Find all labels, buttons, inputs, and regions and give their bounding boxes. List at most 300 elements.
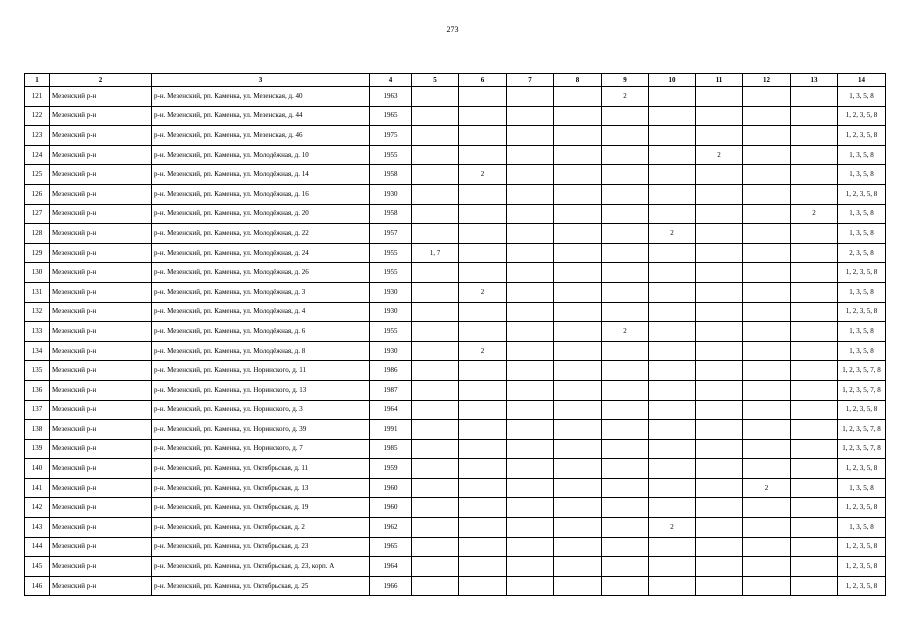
table-cell-col-10 xyxy=(649,400,696,420)
table-cell-col-13 xyxy=(791,361,838,381)
table-cell-col-8 xyxy=(554,576,602,596)
table-cell-col-12 xyxy=(743,400,791,420)
table-cell-col-3: р-н. Мезенский, рп. Каменка, ул. Мезенская, д. 46 xyxy=(152,126,370,146)
table-cell-col-11 xyxy=(696,576,743,596)
table-cell-col-1: 127 xyxy=(25,204,50,224)
table-cell-col-4: 1985 xyxy=(370,439,412,459)
table-cell-col-6 xyxy=(459,106,507,126)
table-cell-col-5 xyxy=(412,498,459,518)
table-cell-col-7 xyxy=(507,184,554,204)
table-cell-col-10 xyxy=(649,380,696,400)
table-cell-col-7 xyxy=(507,498,554,518)
table-cell-col-6 xyxy=(459,498,507,518)
table-cell-col-4: 1959 xyxy=(370,459,412,479)
table-cell-col-6 xyxy=(459,537,507,557)
column-header-8: 8 xyxy=(554,74,602,87)
table-cell-col-13 xyxy=(791,341,838,361)
table-cell-col-8 xyxy=(554,243,602,263)
table-cell-col-5 xyxy=(412,400,459,420)
table-cell-col-13: 2 xyxy=(791,204,838,224)
table-cell-col-1: 136 xyxy=(25,380,50,400)
table-cell-col-14: 1, 2, 3, 5, 8 xyxy=(838,576,886,596)
table-cell-col-2: Мезенский р-н xyxy=(50,576,152,596)
table-cell-col-9: 2 xyxy=(602,87,649,107)
table-cell-col-3: р-н. Мезенский, рп. Каменка, ул. Норинского, д. 13 xyxy=(152,380,370,400)
table-cell-col-9 xyxy=(602,302,649,322)
table-cell-col-11 xyxy=(696,420,743,440)
table-cell-col-14: 2, 3, 5, 8 xyxy=(838,243,886,263)
table-cell-col-9 xyxy=(602,439,649,459)
table-cell-col-1: 145 xyxy=(25,557,50,577)
table-cell-col-11 xyxy=(696,184,743,204)
table-cell-col-14: 1, 3, 5, 8 xyxy=(838,165,886,185)
table-cell-col-2: Мезенский р-н xyxy=(50,204,152,224)
table-cell-col-9 xyxy=(602,126,649,146)
table-row xyxy=(25,87,886,107)
table-row xyxy=(25,184,886,204)
table-cell-col-11 xyxy=(696,459,743,479)
table-cell-col-12 xyxy=(743,302,791,322)
table-cell-col-8 xyxy=(554,184,602,204)
table-cell-col-8 xyxy=(554,106,602,126)
table-cell-col-10 xyxy=(649,439,696,459)
table-cell-col-7 xyxy=(507,87,554,107)
table-cell-col-4: 1955 xyxy=(370,322,412,342)
table-cell-col-3: р-н. Мезенский, рп. Каменка, ул. Мезенская, д. 44 xyxy=(152,106,370,126)
table-cell-col-10 xyxy=(649,478,696,498)
table-cell-col-8 xyxy=(554,341,602,361)
table-cell-col-1: 133 xyxy=(25,322,50,342)
table-cell-col-12 xyxy=(743,145,791,165)
table-cell-col-6: 2 xyxy=(459,282,507,302)
table-cell-col-6 xyxy=(459,439,507,459)
table-cell-col-7 xyxy=(507,361,554,381)
table-cell-col-2: Мезенский р-н xyxy=(50,302,152,322)
table-cell-col-9 xyxy=(602,204,649,224)
table-cell-col-7 xyxy=(507,400,554,420)
table-cell-col-8 xyxy=(554,439,602,459)
table-cell-col-7 xyxy=(507,145,554,165)
table-cell-col-6 xyxy=(459,224,507,244)
table-cell-col-2: Мезенский р-н xyxy=(50,518,152,538)
table-cell-col-9 xyxy=(602,420,649,440)
table-cell-col-1: 142 xyxy=(25,498,50,518)
table-cell-col-12 xyxy=(743,322,791,342)
table-cell-col-6 xyxy=(459,557,507,577)
table-cell-col-1: 132 xyxy=(25,302,50,322)
table-cell-col-3: р-н. Мезенский, рп. Каменка, ул. Молодёжная, д. 10 xyxy=(152,145,370,165)
table-cell-col-12 xyxy=(743,263,791,283)
table-cell-col-10 xyxy=(649,302,696,322)
table-cell-col-12 xyxy=(743,557,791,577)
table-cell-col-14: 1, 2, 3, 5, 7, 8 xyxy=(838,439,886,459)
table-cell-col-9 xyxy=(602,400,649,420)
table-cell-col-4: 1964 xyxy=(370,400,412,420)
table-cell-col-8 xyxy=(554,282,602,302)
table-cell-col-4: 1955 xyxy=(370,263,412,283)
table-cell-col-11 xyxy=(696,537,743,557)
table-cell-col-11 xyxy=(696,282,743,302)
table-cell-col-5 xyxy=(412,557,459,577)
table-cell-col-3: р-н. Мезенский, рп. Каменка, ул. Молодёжная, д. 20 xyxy=(152,204,370,224)
table-cell-col-10 xyxy=(649,576,696,596)
table-cell-col-14: 1, 3, 5, 8 xyxy=(838,478,886,498)
table-row xyxy=(25,341,886,361)
table-cell-col-2: Мезенский р-н xyxy=(50,224,152,244)
table-cell-col-8 xyxy=(554,263,602,283)
table-cell-col-1: 130 xyxy=(25,263,50,283)
table-cell-col-4: 1975 xyxy=(370,126,412,146)
table-cell-col-13 xyxy=(791,184,838,204)
table-cell-col-10 xyxy=(649,361,696,381)
table-cell-col-8 xyxy=(554,204,602,224)
table-cell-col-11 xyxy=(696,87,743,107)
table-cell-col-10 xyxy=(649,537,696,557)
table-cell-col-1: 135 xyxy=(25,361,50,381)
table-cell-col-7 xyxy=(507,439,554,459)
table-cell-col-5 xyxy=(412,204,459,224)
table-cell-col-1: 131 xyxy=(25,282,50,302)
table-cell-col-1: 124 xyxy=(25,145,50,165)
table-cell-col-2: Мезенский р-н xyxy=(50,478,152,498)
table-cell-col-5 xyxy=(412,322,459,342)
table-cell-col-4: 1955 xyxy=(370,145,412,165)
table-cell-col-1: 123 xyxy=(25,126,50,146)
table-cell-col-10: 2 xyxy=(649,224,696,244)
table-cell-col-4: 1965 xyxy=(370,537,412,557)
table-cell-col-13 xyxy=(791,537,838,557)
housing-register-table xyxy=(24,73,886,596)
table-cell-col-4: 1964 xyxy=(370,557,412,577)
table-cell-col-2: Мезенский р-н xyxy=(50,322,152,342)
table-cell-col-13 xyxy=(791,165,838,185)
table-cell-col-11 xyxy=(696,302,743,322)
column-header-10: 10 xyxy=(649,74,696,87)
table-cell-col-4: 1930 xyxy=(370,341,412,361)
table-row xyxy=(25,263,886,283)
table-cell-col-3: р-н. Мезенский, рп. Каменка, ул. Молодёжная, д. 14 xyxy=(152,165,370,185)
table-cell-col-13 xyxy=(791,263,838,283)
table-cell-col-8 xyxy=(554,459,602,479)
table-cell-col-5 xyxy=(412,302,459,322)
table-cell-col-6: 2 xyxy=(459,165,507,185)
table-cell-col-12 xyxy=(743,518,791,538)
table-cell-col-12 xyxy=(743,420,791,440)
table-cell-col-10 xyxy=(649,498,696,518)
table-cell-col-14: 1, 3, 5, 8 xyxy=(838,224,886,244)
table-cell-col-5 xyxy=(412,184,459,204)
table-cell-col-7 xyxy=(507,322,554,342)
table-cell-col-14: 1, 2, 3, 5, 8 xyxy=(838,537,886,557)
table-cell-col-11 xyxy=(696,400,743,420)
table-cell-col-2: Мезенский р-н xyxy=(50,498,152,518)
table-cell-col-12 xyxy=(743,341,791,361)
table-cell-col-4: 1962 xyxy=(370,518,412,538)
table-row xyxy=(25,145,886,165)
table-cell-col-3: р-н. Мезенский, рп. Каменка, ул. Молодёжная, д. 4 xyxy=(152,302,370,322)
table-cell-col-14: 1, 2, 3, 5, 8 xyxy=(838,498,886,518)
column-header-13: 13 xyxy=(791,74,838,87)
table-cell-col-5 xyxy=(412,126,459,146)
table-cell-col-6: 2 xyxy=(459,341,507,361)
table-cell-col-2: Мезенский р-н xyxy=(50,165,152,185)
table-cell-col-13 xyxy=(791,126,838,146)
table-cell-col-11 xyxy=(696,439,743,459)
table-cell-col-7 xyxy=(507,243,554,263)
table-cell-col-12: 2 xyxy=(743,478,791,498)
table-cell-col-6 xyxy=(459,322,507,342)
table-cell-col-12 xyxy=(743,439,791,459)
table-cell-col-7 xyxy=(507,282,554,302)
table-cell-col-10 xyxy=(649,126,696,146)
table-cell-col-13 xyxy=(791,518,838,538)
table-cell-col-6 xyxy=(459,184,507,204)
table-cell-col-9 xyxy=(602,145,649,165)
table-cell-col-14: 1, 2, 3, 5, 8 xyxy=(838,400,886,420)
table-cell-col-1: 137 xyxy=(25,400,50,420)
table-cell-col-7 xyxy=(507,224,554,244)
page-number: 273 xyxy=(446,25,459,34)
table-cell-col-5 xyxy=(412,341,459,361)
table-row xyxy=(25,498,886,518)
table-cell-col-11 xyxy=(696,498,743,518)
table-cell-col-4: 1930 xyxy=(370,282,412,302)
table-cell-col-4: 1960 xyxy=(370,498,412,518)
table-cell-col-9 xyxy=(602,165,649,185)
table-cell-col-2: Мезенский р-н xyxy=(50,145,152,165)
table-cell-col-4: 1960 xyxy=(370,478,412,498)
table-cell-col-6 xyxy=(459,459,507,479)
table-cell-col-4: 1966 xyxy=(370,576,412,596)
table-cell-col-11 xyxy=(696,204,743,224)
table-cell-col-8 xyxy=(554,400,602,420)
table-cell-col-14: 1, 3, 5, 8 xyxy=(838,518,886,538)
table-cell-col-14: 1, 3, 5, 8 xyxy=(838,204,886,224)
table-cell-col-14: 1, 2, 3, 5, 8 xyxy=(838,184,886,204)
table-cell-col-8 xyxy=(554,478,602,498)
table-body xyxy=(25,87,886,596)
table-cell-col-10 xyxy=(649,263,696,283)
table-row xyxy=(25,126,886,146)
table-cell-col-13 xyxy=(791,498,838,518)
table-cell-col-10 xyxy=(649,557,696,577)
table-cell-col-7 xyxy=(507,518,554,538)
table-cell-col-2: Мезенский р-н xyxy=(50,126,152,146)
table-cell-col-3: р-н. Мезенский, рп. Каменка, ул. Молодёжная, д. 22 xyxy=(152,224,370,244)
table-cell-col-7 xyxy=(507,263,554,283)
table-cell-col-13 xyxy=(791,322,838,342)
table-cell-col-1: 143 xyxy=(25,518,50,538)
table-cell-col-7 xyxy=(507,557,554,577)
table-row xyxy=(25,576,886,596)
table-cell-col-10 xyxy=(649,204,696,224)
table-cell-col-5: 1, 7 xyxy=(412,243,459,263)
table-cell-col-10 xyxy=(649,341,696,361)
table-cell-col-9 xyxy=(602,263,649,283)
table-cell-col-4: 1965 xyxy=(370,106,412,126)
table-cell-col-3: р-н. Мезенский, рп. Каменка, ул. Октябрьская, д. 19 xyxy=(152,498,370,518)
table-cell-col-9 xyxy=(602,518,649,538)
table-cell-col-9 xyxy=(602,106,649,126)
table-cell-col-7 xyxy=(507,380,554,400)
table-cell-col-12 xyxy=(743,361,791,381)
table-cell-col-4: 1930 xyxy=(370,184,412,204)
table-cell-col-7 xyxy=(507,341,554,361)
table-cell-col-3: р-н. Мезенский, рп. Каменка, ул. Молодёжная, д. 6 xyxy=(152,322,370,342)
table-cell-col-8 xyxy=(554,498,602,518)
table-cell-col-6 xyxy=(459,243,507,263)
table-cell-col-4: 1958 xyxy=(370,204,412,224)
table-cell-col-2: Мезенский р-н xyxy=(50,400,152,420)
table-cell-col-10 xyxy=(649,145,696,165)
table-cell-col-12 xyxy=(743,184,791,204)
table-cell-col-1: 141 xyxy=(25,478,50,498)
table-cell-col-13 xyxy=(791,224,838,244)
table-cell-col-12 xyxy=(743,106,791,126)
table-cell-col-11 xyxy=(696,361,743,381)
table-cell-col-8 xyxy=(554,361,602,381)
table-cell-col-1: 128 xyxy=(25,224,50,244)
table-cell-col-10 xyxy=(649,420,696,440)
table-cell-col-6 xyxy=(459,478,507,498)
table-cell-col-11 xyxy=(696,322,743,342)
table-cell-col-14: 1, 2, 3, 5, 8 xyxy=(838,302,886,322)
table-cell-col-5 xyxy=(412,518,459,538)
table-cell-col-11 xyxy=(696,224,743,244)
table-cell-col-1: 126 xyxy=(25,184,50,204)
table-cell-col-13 xyxy=(791,459,838,479)
table-cell-col-12 xyxy=(743,537,791,557)
table-cell-col-1: 125 xyxy=(25,165,50,185)
table-row xyxy=(25,204,886,224)
table-cell-col-6 xyxy=(459,518,507,538)
table-cell-col-9 xyxy=(602,459,649,479)
table-cell-col-3: р-н. Мезенский, рп. Каменка, ул. Молодёжная, д. 3 xyxy=(152,282,370,302)
table-cell-col-11 xyxy=(696,243,743,263)
table-cell-col-12 xyxy=(743,576,791,596)
table-cell-col-12 xyxy=(743,498,791,518)
table-cell-col-13 xyxy=(791,576,838,596)
table-cell-col-5 xyxy=(412,439,459,459)
table-cell-col-13 xyxy=(791,106,838,126)
table-cell-col-12 xyxy=(743,224,791,244)
table-cell-col-6 xyxy=(459,420,507,440)
table-row xyxy=(25,439,886,459)
table-cell-col-9 xyxy=(602,224,649,244)
table-cell-col-10 xyxy=(649,322,696,342)
table-cell-col-8 xyxy=(554,518,602,538)
table-cell-col-5 xyxy=(412,282,459,302)
column-header-12: 12 xyxy=(743,74,791,87)
table-cell-col-12 xyxy=(743,243,791,263)
table-row xyxy=(25,380,886,400)
table-cell-col-12 xyxy=(743,459,791,479)
table-cell-col-1: 121 xyxy=(25,87,50,107)
table-cell-col-5 xyxy=(412,263,459,283)
table-cell-col-9 xyxy=(602,576,649,596)
table-cell-col-5 xyxy=(412,361,459,381)
table-row xyxy=(25,361,886,381)
table-cell-col-6 xyxy=(459,576,507,596)
table-cell-col-2: Мезенский р-н xyxy=(50,380,152,400)
table-row xyxy=(25,243,886,263)
table-cell-col-9 xyxy=(602,557,649,577)
table-cell-col-3: р-н. Мезенский, рп. Каменка, ул. Норинского, д. 3 xyxy=(152,400,370,420)
table-cell-col-1: 146 xyxy=(25,576,50,596)
table-cell-col-13 xyxy=(791,302,838,322)
table-cell-col-10 xyxy=(649,243,696,263)
column-header-5: 5 xyxy=(412,74,459,87)
table-cell-col-3: р-н. Мезенский, рп. Каменка, ул. Октябрьская, д. 23, корп. А xyxy=(152,557,370,577)
table-row xyxy=(25,400,886,420)
table-cell-col-11 xyxy=(696,165,743,185)
table-cell-col-8 xyxy=(554,165,602,185)
table-cell-col-1: 144 xyxy=(25,537,50,557)
table-cell-col-14: 1, 3, 5, 8 xyxy=(838,341,886,361)
table-cell-col-3: р-н. Мезенский, рп. Каменка, ул. Октябрьская, д. 23 xyxy=(152,537,370,557)
table-cell-col-4: 1957 xyxy=(370,224,412,244)
table-cell-col-4: 1991 xyxy=(370,420,412,440)
table-cell-col-6 xyxy=(459,145,507,165)
table-cell-col-9 xyxy=(602,282,649,302)
table-cell-col-12 xyxy=(743,282,791,302)
column-header-4: 4 xyxy=(370,74,412,87)
table-cell-col-9 xyxy=(602,478,649,498)
table-cell-col-11 xyxy=(696,106,743,126)
table-cell-col-7 xyxy=(507,302,554,322)
table-cell-col-8 xyxy=(554,322,602,342)
column-header-11: 11 xyxy=(696,74,743,87)
table-cell-col-3: р-н. Мезенский, рп. Каменка, ул. Молодёжная, д. 8 xyxy=(152,341,370,361)
table-cell-col-9 xyxy=(602,184,649,204)
table-cell-col-7 xyxy=(507,478,554,498)
table-cell-col-3: р-н. Мезенский, рп. Каменка, ул. Норинского, д. 39 xyxy=(152,420,370,440)
table-cell-col-8 xyxy=(554,302,602,322)
table-cell-col-2: Мезенский р-н xyxy=(50,439,152,459)
table-cell-col-1: 139 xyxy=(25,439,50,459)
table-cell-col-2: Мезенский р-н xyxy=(50,341,152,361)
table-cell-col-5 xyxy=(412,87,459,107)
table-cell-col-13 xyxy=(791,400,838,420)
table-cell-col-6 xyxy=(459,126,507,146)
column-header-1: 1 xyxy=(25,74,50,87)
table-cell-col-6 xyxy=(459,204,507,224)
table-cell-col-9 xyxy=(602,341,649,361)
table-cell-col-3: р-н. Мезенский, рп. Каменка, ул. Норинского, д. 7 xyxy=(152,439,370,459)
table-cell-col-7 xyxy=(507,126,554,146)
table-cell-col-3: р-н. Мезенский, рп. Каменка, ул. Октябрьская, д. 11 xyxy=(152,459,370,479)
table-cell-col-13 xyxy=(791,380,838,400)
table-cell-col-13 xyxy=(791,478,838,498)
table-row xyxy=(25,106,886,126)
table-cell-col-2: Мезенский р-н xyxy=(50,537,152,557)
table-row xyxy=(25,302,886,322)
table-cell-col-14: 1, 3, 5, 8 xyxy=(838,322,886,342)
table-cell-col-7 xyxy=(507,420,554,440)
table-cell-col-3: р-н. Мезенский, рп. Каменка, ул. Мезенская, д. 40 xyxy=(152,87,370,107)
table-cell-col-11 xyxy=(696,478,743,498)
table-cell-col-6 xyxy=(459,380,507,400)
table-cell-col-2: Мезенский р-н xyxy=(50,263,152,283)
table-cell-col-1: 140 xyxy=(25,459,50,479)
table-cell-col-2: Мезенский р-н xyxy=(50,420,152,440)
table-cell-col-11 xyxy=(696,557,743,577)
table-cell-col-4: 1958 xyxy=(370,165,412,185)
table-cell-col-7 xyxy=(507,204,554,224)
table-cell-col-5 xyxy=(412,165,459,185)
table-cell-col-5 xyxy=(412,459,459,479)
table-row xyxy=(25,282,886,302)
